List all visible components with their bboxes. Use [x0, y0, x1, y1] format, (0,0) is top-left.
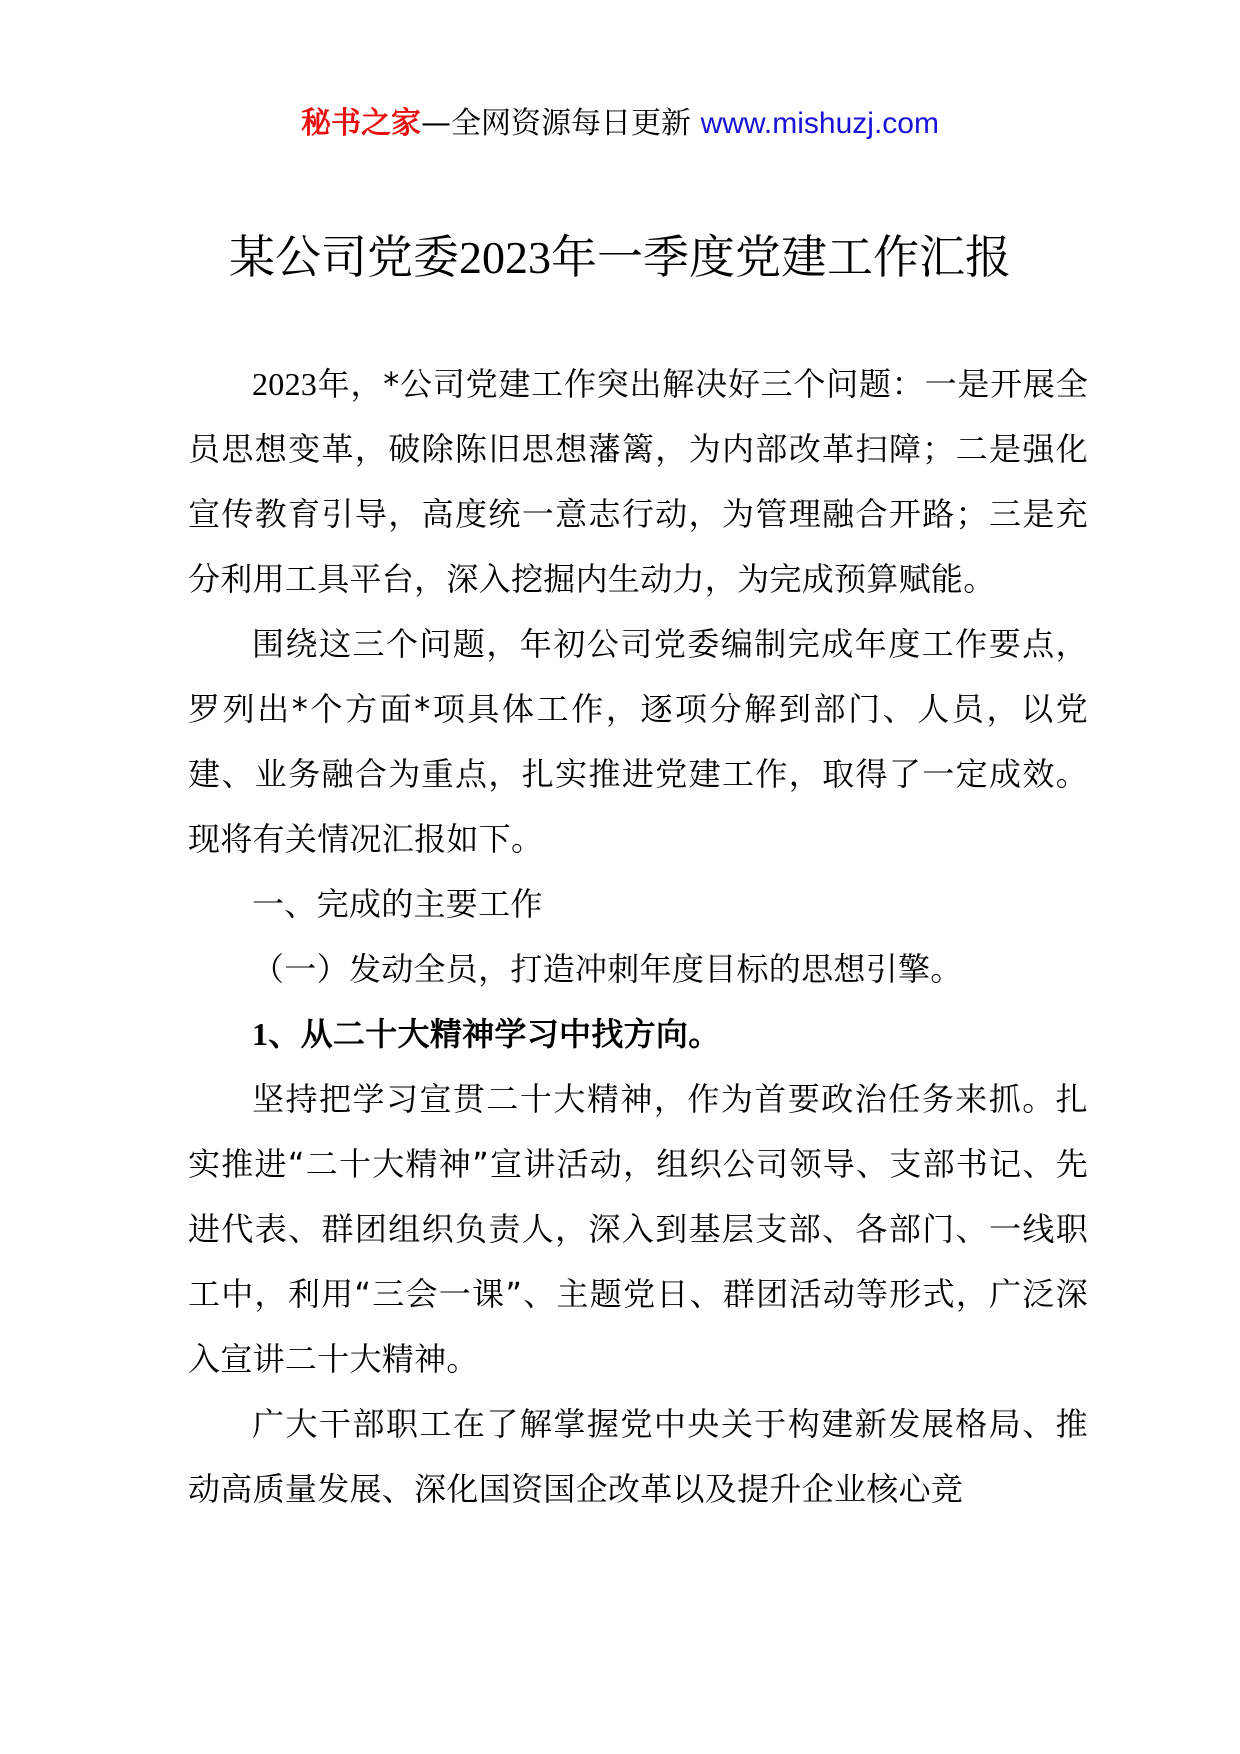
paragraph-overview: 围绕这三个问题，年初公司党委编制完成年度工作要点，罗列出*个方面*项具体工作，逐项分解到部门、人员，以党建、业务融合为重点，扎实推进党建工作，取得了一定成效。现将有关情况汇报如下。 — [188, 625, 1088, 858]
section-heading-1: 一、完成的主要工作 — [252, 885, 543, 923]
watermark-brand: 秘书之家 — [301, 106, 422, 141]
document-title — [0, 222, 1240, 293]
title-prefix: 某公司党委 — [229, 230, 459, 284]
title-year: 2023 — [459, 232, 551, 283]
watermark-tagline: —全网资源每日更新 — [421, 106, 692, 141]
document-body — [188, 352, 1088, 1522]
watermark-url-link[interactable]: www.mishuzj.com — [700, 107, 939, 140]
item-heading-text: 、从二十大精神学习中找方向。 — [268, 1015, 721, 1053]
item-heading-number: 1 — [252, 1016, 269, 1052]
item-heading-1 — [188, 1002, 1088, 1067]
paragraph-cadres: 广大干部职工在了解掌握党中央关于构建新发展格局、推动高质量发展、深化国资国企改革以及提升企业核心竞 — [188, 1405, 1088, 1508]
title-suffix: 年一季度党建工作汇报 — [551, 230, 1011, 284]
paragraph-intro-year: 2023 — [252, 366, 318, 402]
subsection-heading-1: （一）发动全员，打造冲刺年度目标的思想引擎。 — [252, 950, 963, 988]
paragraph-study: 坚持把学习宣贯二十大精神，作为首要政治任务来抓。扎实推进“二十大精神”宣讲活动，组织公司领导、支部书记、先进代表、群团组织负责人，深入到基层支部、各部门、一线职工中，利用“三会一课”、主题党日、群团活动等形式，广泛深入宣讲二十大精神。 — [188, 1080, 1088, 1378]
paragraph-intro-text: 年，*公司党建工作突出解决好三个问题：一是开展全员思想变革，破除陈旧思想藩篱，为内部改革扫障；二是强化宣传教育引导，高度统一意志行动，为管理融合开路；三是充分利用工具平台，深入挖掘内生动力，为完成预算赋能。 — [188, 365, 1088, 598]
paragraph-intro — [188, 352, 1088, 612]
site-watermark — [0, 100, 1240, 148]
